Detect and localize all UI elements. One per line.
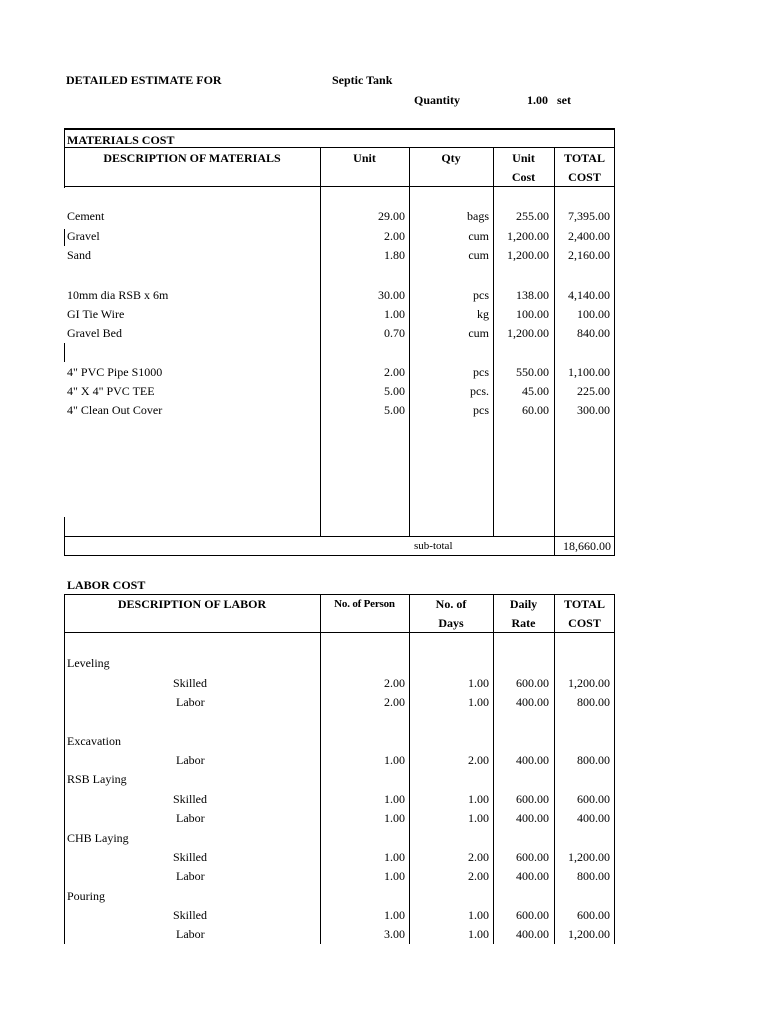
labor-days: 1.00 xyxy=(468,676,489,690)
materials-col-divider xyxy=(493,147,494,536)
materials-left-border xyxy=(64,128,65,188)
material-qty: pcs xyxy=(473,288,489,302)
material-description: 4" PVC Pipe S1000 xyxy=(67,365,163,379)
labor-col-rate-line1: Daily xyxy=(509,597,538,611)
material-qty: cum xyxy=(468,326,489,340)
materials-section-title: MATERIALS COST xyxy=(67,133,175,147)
subtotal-label: sub-total xyxy=(414,540,453,552)
materials-col-total-line1: TOTAL xyxy=(564,151,605,165)
labor-total: 1,200.00 xyxy=(568,676,610,690)
labor-days: 2.00 xyxy=(468,869,489,883)
material-description: 10mm dia RSB x 6m xyxy=(67,288,169,302)
labor-col-divider xyxy=(320,594,321,944)
materials-col-unit: Unit xyxy=(353,151,376,165)
subtotal-value: 18,660.00 xyxy=(563,539,611,553)
labor-days: 2.00 xyxy=(468,850,489,864)
labor-persons: 1.00 xyxy=(384,753,405,767)
material-total: 7,395.00 xyxy=(568,209,610,223)
labor-col-rate-line2: Rate xyxy=(511,616,536,630)
labor-rate: 600.00 xyxy=(516,676,549,690)
material-unit-cost: 550.00 xyxy=(516,365,549,379)
labor-days: 1.00 xyxy=(468,927,489,941)
labor-col-days xyxy=(409,595,493,633)
materials-header-top-line xyxy=(64,147,615,148)
material-unit: 1.80 xyxy=(384,248,405,262)
material-description: GI Tie Wire xyxy=(67,307,125,321)
materials-col-total xyxy=(554,149,615,187)
labor-total: 800.00 xyxy=(577,869,610,883)
material-total: 300.00 xyxy=(577,403,610,417)
labor-persons: 1.00 xyxy=(384,850,405,864)
labor-persons: 1.00 xyxy=(384,908,405,922)
labor-role: Skilled xyxy=(173,908,208,922)
labor-persons: 1.00 xyxy=(384,869,405,883)
subtotal-bottom-line xyxy=(64,555,615,556)
materials-col-unit-cost-line1: Unit xyxy=(512,151,535,165)
material-qty: pcs xyxy=(473,403,489,417)
materials-col-qty: Qty xyxy=(441,151,461,165)
material-unit: 5.00 xyxy=(384,403,405,417)
labor-total: 400.00 xyxy=(577,811,610,825)
labor-col-divider xyxy=(409,594,410,944)
labor-role: Labor xyxy=(176,695,205,709)
labor-rate: 400.00 xyxy=(516,811,549,825)
materials-col-divider xyxy=(320,147,321,536)
material-description: Gravel Bed xyxy=(67,326,122,340)
material-unit-cost: 1,200.00 xyxy=(507,248,549,262)
materials-col-description: DESCRIPTION OF MATERIALS xyxy=(103,151,281,165)
materials-col-divider xyxy=(409,147,410,536)
labor-col-total-line1: TOTAL xyxy=(564,597,605,611)
quantity-label: Quantity xyxy=(414,93,461,107)
materials-left-border-frag xyxy=(64,343,65,362)
labor-group-label: Pouring xyxy=(67,889,106,903)
material-unit: 5.00 xyxy=(384,384,405,398)
labor-rate: 400.00 xyxy=(516,695,549,709)
labor-group-label: Leveling xyxy=(67,656,110,670)
labor-persons: 3.00 xyxy=(384,927,405,941)
material-total: 2,400.00 xyxy=(568,229,610,243)
labor-days: 1.00 xyxy=(468,811,489,825)
estimate-title-value: Septic Tank xyxy=(332,73,393,87)
labor-group-label: Excavation xyxy=(67,734,121,748)
labor-section-title: LABOR COST xyxy=(67,578,146,592)
material-description: Gravel xyxy=(67,229,100,243)
labor-role: Labor xyxy=(176,869,205,883)
material-total: 100.00 xyxy=(577,307,610,321)
material-unit-cost: 45.00 xyxy=(522,384,549,398)
materials-left-border-frag xyxy=(64,229,65,246)
labor-rate: 400.00 xyxy=(516,927,549,941)
material-qty: cum xyxy=(468,229,489,243)
labor-rate: 600.00 xyxy=(516,908,549,922)
material-unit: 30.00 xyxy=(378,288,405,302)
labor-days: 1.00 xyxy=(468,695,489,709)
material-total: 225.00 xyxy=(577,384,610,398)
labor-col-total-line2: COST xyxy=(568,616,601,630)
labor-col-days-line1: No. of xyxy=(435,597,467,611)
labor-role: Labor xyxy=(176,753,205,767)
material-qty: kg xyxy=(477,307,489,321)
materials-col-unit-cost-line2: Cost xyxy=(511,170,536,184)
material-unit: 29.00 xyxy=(378,209,405,223)
material-unit-cost: 1,200.00 xyxy=(507,326,549,340)
labor-role: Labor xyxy=(176,927,205,941)
quantity-value: 1.00 xyxy=(527,93,548,107)
labor-total: 800.00 xyxy=(577,695,610,709)
material-unit-cost: 60.00 xyxy=(522,403,549,417)
material-unit: 0.70 xyxy=(384,326,405,340)
labor-days: 2.00 xyxy=(468,753,489,767)
material-unit-cost: 138.00 xyxy=(516,288,549,302)
material-qty: pcs. xyxy=(470,384,489,398)
material-unit-cost: 100.00 xyxy=(516,307,549,321)
labor-rate: 400.00 xyxy=(516,753,549,767)
material-qty: bags xyxy=(467,209,489,223)
material-total: 1,100.00 xyxy=(568,365,610,379)
material-unit: 2.00 xyxy=(384,229,405,243)
labor-persons: 2.00 xyxy=(384,676,405,690)
labor-persons: 1.00 xyxy=(384,811,405,825)
labor-rate: 600.00 xyxy=(516,792,549,806)
labor-col-rate xyxy=(493,595,554,633)
labor-total: 600.00 xyxy=(577,792,610,806)
labor-col-divider xyxy=(493,594,494,944)
material-qty: cum xyxy=(468,248,489,262)
labor-total: 600.00 xyxy=(577,908,610,922)
material-unit: 1.00 xyxy=(384,307,405,321)
labor-total: 1,200.00 xyxy=(568,927,610,941)
labor-role: Skilled xyxy=(173,676,208,690)
labor-persons: 1.00 xyxy=(384,792,405,806)
labor-rate: 400.00 xyxy=(516,869,549,883)
materials-right-border xyxy=(614,128,615,556)
labor-right-border xyxy=(614,594,615,944)
labor-days: 1.00 xyxy=(468,908,489,922)
material-description: Cement xyxy=(67,209,105,223)
material-total: 2,160.00 xyxy=(568,248,610,262)
material-description: Sand xyxy=(67,248,91,262)
subtotal-top-line xyxy=(64,536,615,537)
material-description: 4" X 4" PVC TEE xyxy=(67,384,155,398)
labor-group-label: RSB Laying xyxy=(67,772,127,786)
labor-col-total xyxy=(554,595,615,633)
material-description: 4" Clean Out Cover xyxy=(67,403,163,417)
labor-role: Labor xyxy=(176,811,205,825)
labor-group-label: CHB Laying xyxy=(67,831,129,845)
labor-col-description: DESCRIPTION OF LABOR xyxy=(117,597,267,611)
labor-role: Skilled xyxy=(173,792,208,806)
labor-total: 800.00 xyxy=(577,753,610,767)
estimate-title-label: DETAILED ESTIMATE FOR xyxy=(66,73,222,87)
labor-col-days-line2: Days xyxy=(438,616,464,630)
labor-total: 1,200.00 xyxy=(568,850,610,864)
material-total: 4,140.00 xyxy=(568,288,610,302)
labor-days: 1.00 xyxy=(468,792,489,806)
quantity-unit: set xyxy=(557,93,571,107)
material-total: 840.00 xyxy=(577,326,610,340)
materials-top-rule xyxy=(64,128,615,130)
labor-persons: 2.00 xyxy=(384,695,405,709)
materials-col-unit-cost xyxy=(493,149,554,187)
labor-col-persons: No. of Person xyxy=(334,598,395,610)
materials-col-total-line2: COST xyxy=(568,170,601,184)
material-qty: pcs xyxy=(473,365,489,379)
labor-left-border xyxy=(64,594,65,944)
material-unit-cost: 1,200.00 xyxy=(507,229,549,243)
labor-role: Skilled xyxy=(173,850,208,864)
labor-rate: 600.00 xyxy=(516,850,549,864)
labor-col-divider xyxy=(554,594,555,944)
material-unit-cost: 255.00 xyxy=(516,209,549,223)
material-unit: 2.00 xyxy=(384,365,405,379)
